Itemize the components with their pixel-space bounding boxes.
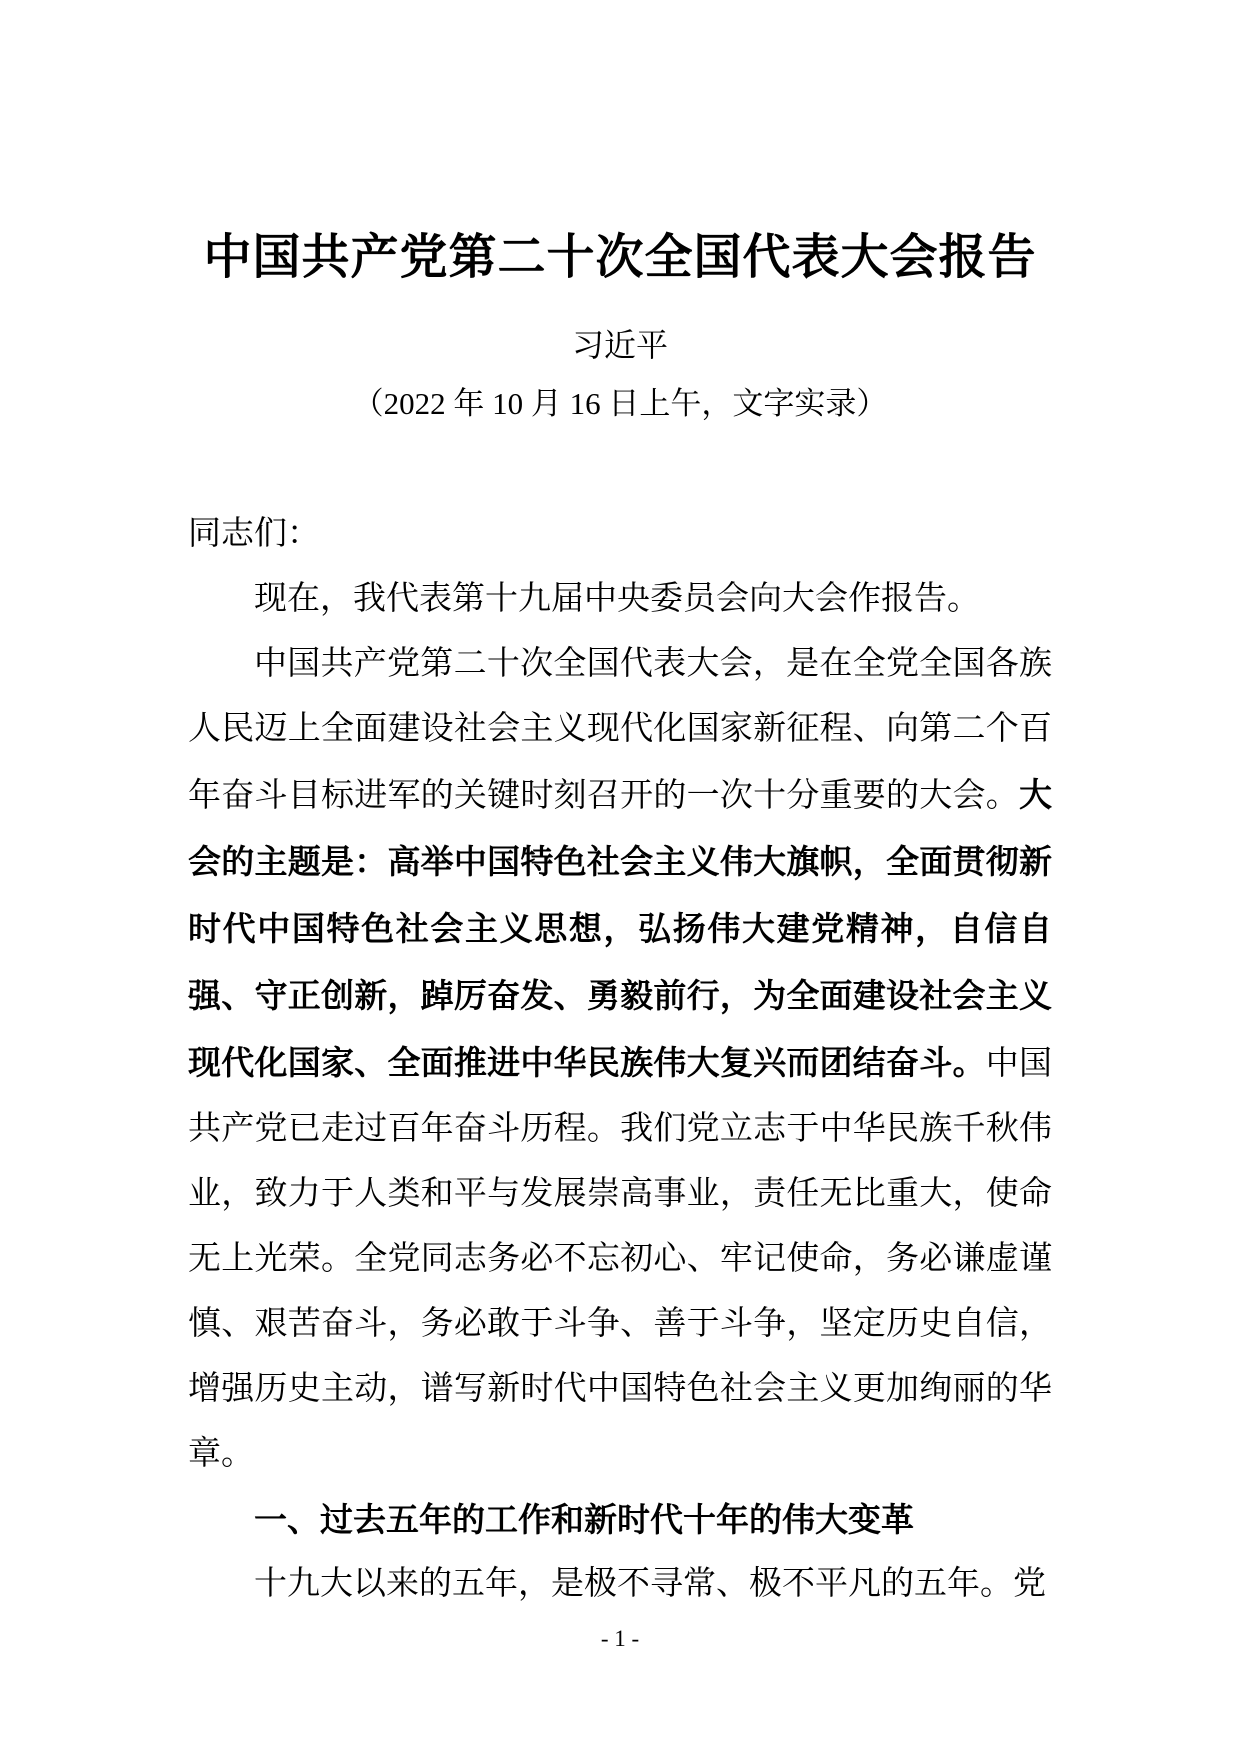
section-heading <box>188 1487 1052 1552</box>
bold-text-run: 一、过去五年的工作和新时代十年的伟大变革 <box>254 1501 914 1538</box>
text-run: 现在，我代表第十九届中央委员会向大会作报告。 <box>254 581 980 617</box>
author-line: 习近平 <box>571 327 668 363</box>
text-run: 中国共产党已走过百年奋斗历程。我们党立志于中华民族千秋伟业，致力于人类和平与发展崇高事业，责任无比重大，使命无上光荣。全党同志务必不忘初心、牢记使命，务必谦虚谨慎、艰苦奋斗，务必敢于斗争、善于斗争，坚定历史自信，增强历史主动，谱写新时代中国特色社会主义更加绚丽的华章。 <box>188 1046 1053 1472</box>
paragraph <box>188 567 1052 632</box>
paragraph <box>188 1552 1052 1617</box>
date-line: （2022 年 10 月 16 日上午，文字实录） <box>352 386 888 421</box>
paragraph <box>188 632 1052 1487</box>
text-run: 十九大以来的五年，是极不寻常、极不平凡的五年。党 <box>254 1566 1046 1602</box>
document-title: 中国共产党第二十次全国代表大会报告 <box>203 231 1037 284</box>
bold-text-run: 大会的主题是：高举中国特色社会主义伟大旗帜，全面贯彻新时代中国特色社会主义思想，弘扬伟大建党精神，自信自强、守正创新，踔厉奋发、勇毅前行，为全面建设社会主义现代化国家、全面推进中华民族伟大复兴而团结奋斗。 <box>188 776 1052 1081</box>
text-run: 中国共产党第二十次全国代表大会，是在全党全国各族人民迈上全面建设社会主义现代化国家新征程、向第二个百年奋斗目标进军的关键时刻召开的一次十分重要的大会。 <box>188 646 1052 814</box>
page-number: - 1 - <box>600 1626 640 1651</box>
document-body <box>188 502 1052 1617</box>
salutation: 同志们： <box>188 516 320 552</box>
